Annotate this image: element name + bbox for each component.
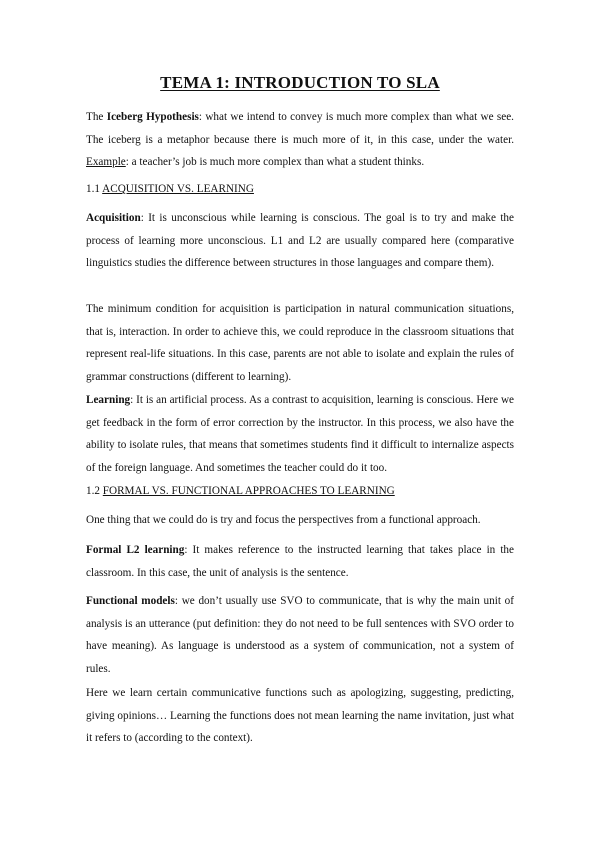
term-functional-models: Functional models [86, 595, 175, 607]
section-number-1-2: 1.2 [86, 485, 103, 497]
text-iceberg-1: : what we intend to convey is much more complex than what we see. The iceberg is a metaphor because there is much more of it, in this case, under the water. [86, 111, 514, 146]
term-learning: Learning [86, 394, 131, 406]
page-title: TEMA 1: INTRODUCTION TO SLA [160, 73, 440, 92]
paragraph-functional-approach [86, 509, 514, 532]
paragraph-learning [86, 389, 514, 479]
text-formal-l2: : It makes reference to the instructed learning that takes place in the classroom. In this case, the unit of analysis is the sentence. [86, 544, 514, 579]
term-iceberg-hypothesis: Iceberg Hypothesis [106, 111, 199, 123]
paragraph-minimum-condition [86, 298, 514, 388]
text-iceberg-2: : a teacher’s job is much more complex than what a student thinks. [125, 156, 425, 168]
section-title-1-2: FORMAL VS. FUNCTIONAL APPROACHES TO LEARNING [102, 485, 395, 497]
paragraph-communicative-functions [86, 682, 514, 750]
text-learning: : It is an artificial process. As a contrast to acquisition, learning is conscious. Here we get feedback in the form of error correction by the instructor. In this process, we also have the ability to isolate rules, that means that sometimes students find it difficult to internalize aspects of the foreign language. And sometimes the teacher could do it too. [86, 394, 514, 474]
term-formal-l2-learning: Formal L2 learning [86, 544, 185, 556]
section-heading-1-1 [86, 178, 514, 200]
term-acquisition: Acquisition [86, 212, 141, 224]
paragraph-acquisition [86, 207, 514, 275]
text-lead: The [86, 111, 107, 123]
text-functional-models: : we don’t usually use SVO to communicate, that is why the main unit of analysis is an utterance (put definition: they do not need to be full sentences with SVO order to have meaning). As language is understood as a system of communication, not a system of rules. [86, 595, 514, 675]
section-number-1-1: 1.1 [86, 183, 103, 195]
paragraph-functional-models [86, 590, 514, 680]
paragraph-formal-l2 [86, 539, 514, 584]
section-title-1-1: ACQUISITION VS. LEARNING [102, 183, 254, 195]
example-label: Example [86, 156, 126, 168]
text-functional-approach: One thing that we could do is try and focus the perspectives from a functional approach. [86, 514, 481, 526]
paragraph-iceberg [86, 106, 514, 174]
text-communicative-functions: Here we learn certain communicative functions such as apologizing, suggesting, predicting, giving opinions… Learning the functions does not mean learning the name invitation, just what it refers to (according to the context). [86, 687, 514, 744]
text-acquisition: : It is unconscious while learning is conscious. The goal is to try and make the process of learning more unconscious. L1 and L2 are usually compared here (comparative linguistics studies the difference between structures in those languages and compare them). [86, 212, 514, 269]
text-minimum-condition: The minimum condition for acquisition is participation in natural communication situations, that is, interaction. In order to achieve this, we could reproduce in the classroom situations that represent real-life situations. In this case, parents are not able to isolate and explain the rules of grammar constructions (different to learning). [86, 303, 514, 383]
section-heading-1-2 [86, 480, 514, 502]
